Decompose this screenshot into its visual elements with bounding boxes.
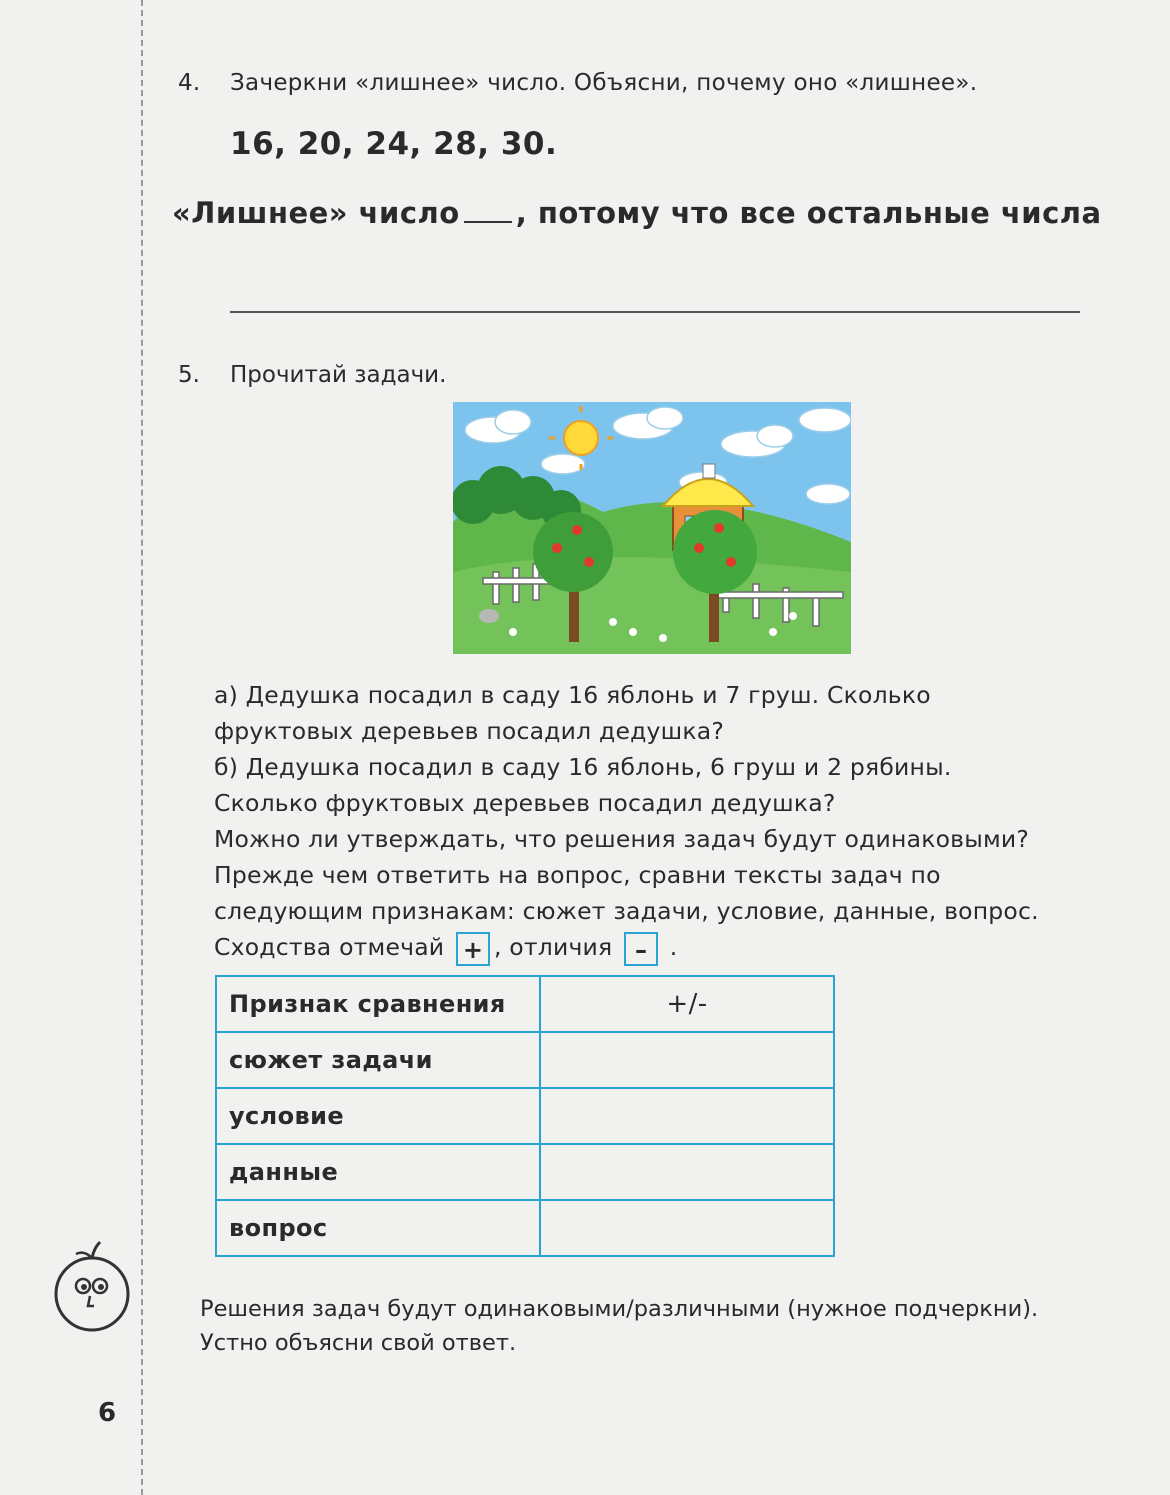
task4-numbers: 16, 20, 24, 28, 30. [230, 126, 558, 162]
marks-line [214, 929, 1154, 965]
task5-line-6: Прежде чем ответить на вопрос, сравни тексты задач по [214, 861, 941, 889]
answer-before: «Лишнее» число [172, 196, 460, 230]
table-row [216, 1088, 834, 1144]
row-answer-cell[interactable] [540, 1144, 834, 1200]
mascot-icon [50, 1238, 134, 1334]
header-plus-minus: +/- [540, 976, 834, 1032]
row-answer-cell[interactable] [540, 1200, 834, 1256]
answer-blank[interactable] [464, 195, 512, 223]
row-label: условие [216, 1088, 540, 1144]
task5-number: 5. [178, 362, 200, 388]
task5-line-7: следующим признакам: сюжет задачи, условие, данные, вопрос. [214, 897, 1039, 925]
marks-end: . [669, 933, 678, 961]
task4-number: 4. [178, 70, 201, 96]
conclusion-line-2: Устно объясни свой ответ. [200, 1330, 517, 1356]
task5-text [214, 677, 1154, 965]
task5-line-1: а) Дедушка посадил в саду 16 яблонь и 7 груш. Сколько [214, 681, 931, 709]
comparison-table [215, 975, 835, 1257]
table-row [216, 1032, 834, 1088]
task4-instruction-text: Зачеркни «лишнее» число. Объясни, почему оно «лишнее». [230, 70, 978, 96]
conclusion-line-1: Решения задач будут одинаковыми/различными (нужное подчеркни). [200, 1296, 1039, 1322]
task4-answer-line [172, 195, 1102, 230]
row-label: сюжет задачи [216, 1032, 540, 1088]
answer-after: , потому что все остальные числа [515, 196, 1102, 230]
row-label: данные [216, 1144, 540, 1200]
plus-box: + [456, 932, 490, 966]
garden-illustration [453, 402, 851, 654]
conclusion [200, 1292, 1038, 1360]
sun-icon [564, 421, 598, 455]
row-answer-cell[interactable] [540, 1088, 834, 1144]
page-number: 6 [98, 1398, 117, 1428]
task5-line-2: фруктовых деревьев посадил дедушка? [214, 717, 725, 745]
task5-line-5: Можно ли утверждать, что решения задач будут одинаковыми? [214, 825, 1030, 853]
row-label: вопрос [216, 1200, 540, 1256]
table-row [216, 1200, 834, 1256]
cut-line [141, 0, 143, 1495]
task5-instruction-text: Прочитай задачи. [230, 362, 447, 388]
table-header-row [216, 976, 834, 1032]
task5-line-3: б) Дедушка посадил в саду 16 яблонь, 6 груш и 2 рябины. [214, 753, 952, 781]
minus-box: – [624, 932, 658, 966]
marks-middle: , отличия [493, 933, 613, 961]
marks-prefix: Сходства отмечай [214, 933, 445, 961]
write-line[interactable] [230, 311, 1080, 313]
table-row [216, 1144, 834, 1200]
task4-instruction [178, 70, 977, 96]
row-answer-cell[interactable] [540, 1032, 834, 1088]
header-criterion: Признак сравнения [216, 976, 540, 1032]
task5-instruction [178, 362, 446, 388]
task5-line-4: Сколько фруктовых деревьев посадил дедушка? [214, 789, 836, 817]
